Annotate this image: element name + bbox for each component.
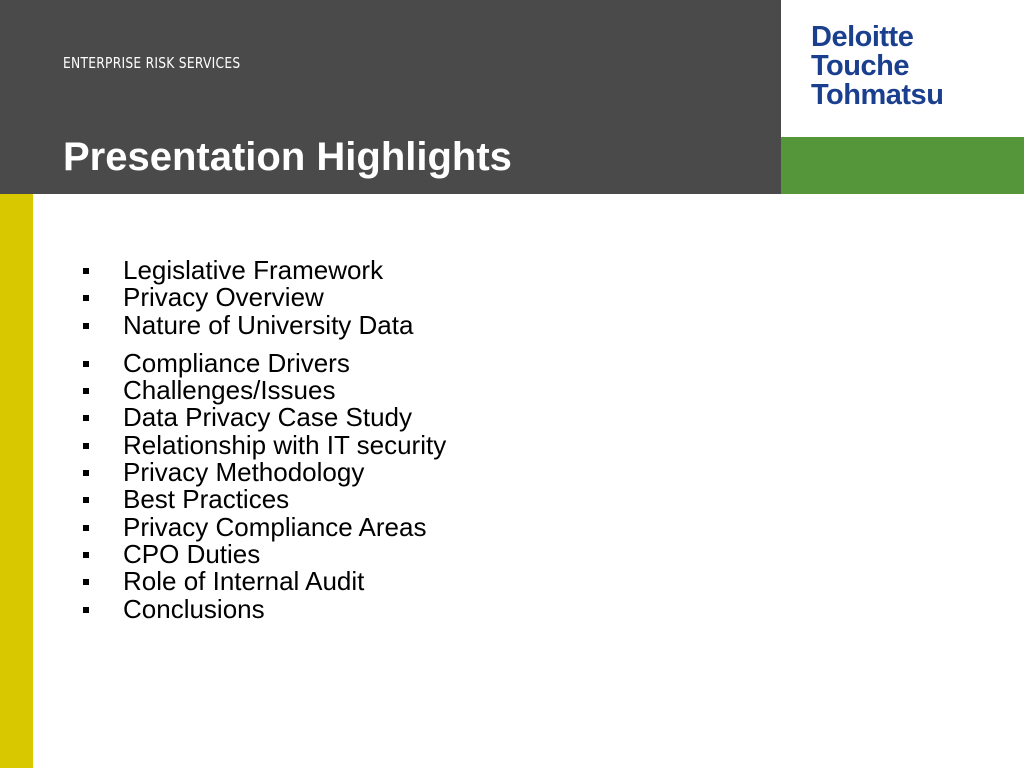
list-item-label: Privacy Compliance Areas — [123, 511, 427, 542]
list-item-label: CPO Duties — [123, 538, 261, 569]
square-bullet-icon — [83, 497, 89, 503]
logo-line-1: Deloitte — [811, 21, 914, 53]
list-item-label: Challenges/Issues — [123, 375, 336, 406]
square-bullet-icon — [83, 552, 89, 558]
square-bullet-icon — [83, 443, 89, 449]
list-item — [78, 309, 446, 340]
list-item — [78, 511, 446, 542]
list-item — [78, 486, 446, 513]
list-item — [78, 284, 446, 311]
square-bullet-icon — [83, 607, 89, 613]
list-item-label: Data Privacy Case Study — [123, 402, 413, 433]
list-item-label: Conclusions — [123, 593, 265, 624]
square-bullet-icon — [83, 388, 89, 394]
square-bullet-icon — [83, 295, 89, 301]
logo-line-3: Tohmatsu — [811, 79, 944, 111]
list-item-label: Privacy Methodology — [123, 457, 365, 488]
list-item — [78, 404, 446, 431]
list-item-label: Relationship with IT security — [123, 429, 447, 460]
yellow-accent-bar — [0, 194, 33, 768]
list-item-label: Legislative Framework — [123, 255, 384, 285]
list-item — [78, 538, 446, 569]
square-bullet-icon — [83, 579, 89, 585]
list-item-label: Best Practices — [123, 484, 290, 515]
list-item — [78, 568, 446, 595]
highlights-list — [78, 257, 446, 623]
list-item-label: Nature of University Data — [123, 309, 414, 340]
square-bullet-icon — [83, 470, 89, 476]
list-item — [78, 459, 446, 486]
list-item — [78, 429, 447, 460]
list-item — [78, 593, 446, 624]
list-item — [78, 257, 446, 284]
list-item-label: Privacy Overview — [123, 282, 324, 313]
square-bullet-icon — [83, 415, 89, 421]
list-item — [78, 347, 446, 378]
square-bullet-icon — [83, 361, 89, 367]
list-item-label: Role of Internal Audit — [123, 566, 365, 597]
division-label: ENTERPRISE RISK SERVICES — [63, 54, 241, 72]
list-item-label: Compliance Drivers — [123, 347, 350, 378]
page-title: Presentation Highlights — [63, 135, 512, 179]
square-bullet-icon — [83, 323, 89, 329]
header-band — [0, 0, 781, 194]
green-accent-band — [781, 137, 1024, 194]
square-bullet-icon — [83, 525, 89, 531]
logo-line-2: Touche — [811, 50, 909, 82]
list-item — [78, 377, 446, 404]
logo-wordmark — [811, 23, 943, 110]
square-bullet-icon — [83, 268, 89, 274]
company-logo — [781, 0, 1024, 137]
